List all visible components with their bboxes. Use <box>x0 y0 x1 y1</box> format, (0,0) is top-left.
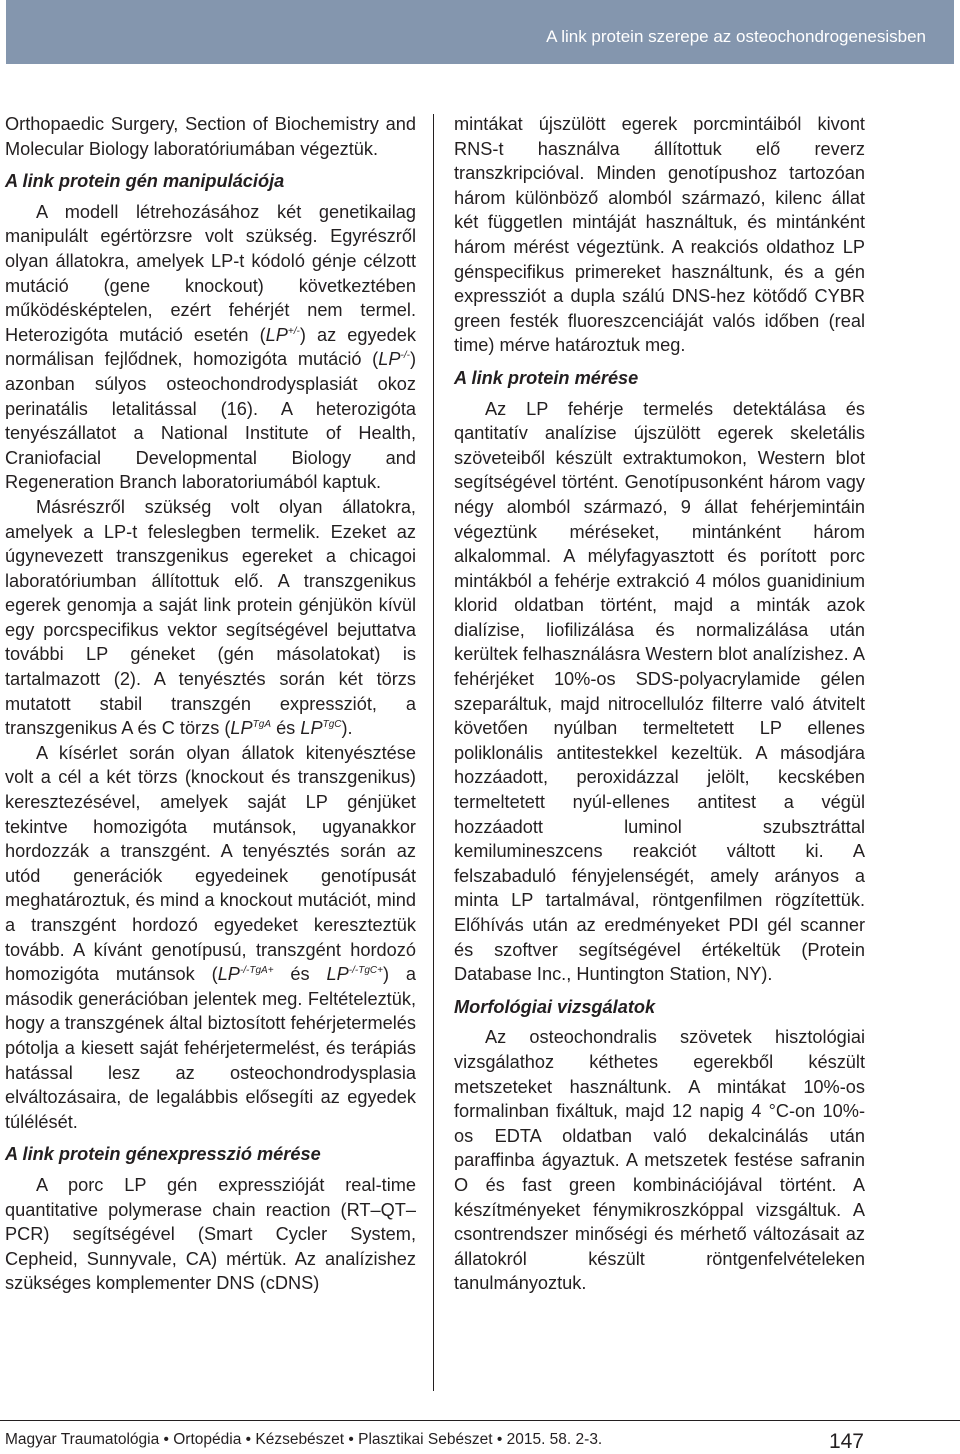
heading-morphology: Morfológiai vizsgálatok <box>454 996 656 1017</box>
genotype-lp-heterozygous: LP+/- <box>265 324 300 345</box>
paragraph-histology: Az osteochondralis szövetek hisztológiai vizsgálathoz kéthetes egerekből készült metszeteket használtunk. A mintákat 10%-os formalinban fixáltuk, majd 12 napig 4 °C-on 10%-os EDTA oldatban való dekalcinálás után paraffinba ágyaztuk. A metszetek festése safranin O és fast green kombinációjával történt. A készítményeket fénymikroszkóppal vizsgáltuk. A csontrendszer minőségi és mérhető változásait az állatokról készült röntgenfelvételeken tanulmányoztuk. <box>454 1027 865 1294</box>
paragraph-crossbreeding <box>5 741 416 1135</box>
text-fragment: ). <box>341 718 353 739</box>
running-header-band <box>6 0 954 64</box>
text-fragment: és <box>273 964 327 985</box>
genotype-lp-tga-plus: $LP^{-/-TgA+}$ <box>217 964 274 985</box>
paragraph-transgenic-model <box>5 495 416 741</box>
footer-rule <box>0 1420 960 1421</box>
left-column <box>5 112 416 1296</box>
heading-gene-manipulation: A link protein gén manipulációja <box>5 171 285 192</box>
genotype-lp-tga: $LP^{TgA}$ <box>230 718 272 739</box>
text-fragment: A modell létrehozásához két genetikailag manipulált egértörzsre volt szükség. Egyrészről olyan állatokra, amelyek LP-t kódoló génje célzott mutáció (gene knockout) következtében működésképtelen, ezért fehérjét nem termel. Heterozigóta mutáció esetén ( <box>5 201 416 345</box>
genotype-lp-tgc: $LP^{TgC}$ <box>300 718 342 739</box>
paragraph-gene-expression: A porc LP gén expresszióját real-time quantitative polymerase chain reaction (RT–QT–PCR) segítségével (Smart Cycler System, Cepheid, Sunnyvale, CA) mértük. Az analízishez szükséges komplementer DNS (cDNS) <box>5 1174 416 1294</box>
paragraph-intro-continued: Orthopaedic Surgery, Section of Biochemistry and Molecular Biology laboratóriumában végeztük. <box>5 114 416 159</box>
paragraph-knockout-model <box>5 200 416 495</box>
page-number: 147 <box>828 1430 864 1453</box>
text-fragment: ) a második generációban jelentek meg. Feltételeztük, hogy a transzgének által biztosított fehérjetermelés pótolja a kiesett saját fehérjetermelést, és terápiás hatással lesz az osteochondrodysplasia elváltozásaira, de legalábbis elősegíti az egyedek túlélését. <box>5 964 416 1132</box>
text-fragment: és <box>271 718 301 739</box>
right-column <box>454 112 865 1296</box>
text-fragment: Másrészről szükség volt olyan állatokra, amelyek a LP-t feleslegben termelik. Ezeket az úgynevezett transzgenikus egereket a chicagoi laboratóriumban állítottuk elő. A transzgenikus egerek genomja a saját link protein génjükön kívül egy porcspecifikus vektor segítségével bejuttatva további LP géneket (gén másolatokat) is tartalmazott (2). A tenyésztés során két törzs mutatott stabil transzgén expressziót, a transzgenikus A és C törzs ( <box>5 496 416 739</box>
paragraph-western-blot: Az LP fehérje termelés detektálása és qantitatív analízise újszülött egerek skeletális szöveteiből készült extraktumokon, Western blot segítségével történt. Genotípusonként három vagy négy alomból származó, 9 állat fehérjemintáin végeztünk méréseket, mintánként három alkalommal. A mélyfagyasztott és porított porc mintákból a fehérje extrakció 4 mólos guanidinium klorid oldatban történt, majd a minták azok dialízise, liofilizálása és normalizálása után kerültek felhasználásra Western blot analízishez. A fehérjéket 10%-os SDS-polyacrylamide gélen szeparáltuk, majd nitrocellulóz filterre való átvitelt követően nyúlban termeltetett LP ellenes poliklonális antitestekkel kezeltük. A másodjára hozzáadott, peroxidázzal jelölt, kecskében termeltetett nyúl-ellenes antitest a végül hozzáadott luminol szubsztráttal kemilumineszcens reakciót váltott ki. A felszabaduló fényjelenségét, amely arányos a minta LP tartalmával, röntgenfilmen rögzítettük. Előhívás után az eredményeket PDI gél scanner és szoftver segítségével értékeltük (Protein Database Inc., Huntington Station, NY). <box>454 398 865 985</box>
paragraph-rt-pcr-continued: mintákat újszülött egerek porcmintáiból kivont RNS-t használva állítottuk elő reverz transzkripcióval. Minden genotípushoz tartozóan három különböző alomból származó, kilenc állat két független mintáját használtuk, és mintánként három mérést végeztünk. A reakciós oldathoz LP génspecifikus primereket használtunk, és a gén expressziót a dupla szálú DNS-hez kötődő CYBR green festék fluoreszcenciáját valós időben (real time) mérve határoztuk meg. <box>454 114 865 356</box>
text-fragment: ) az egyedek normálisan fejlődnek, homozigóta mutáció ( <box>5 324 416 370</box>
text-fragment: ) azonban súlyos osteochondrodysplasiát okoz perinatális letalitással (16). A heterozigóta tenyészállatot a National Institute of Health, Craniofacial Developmental Biology and Regeneration Branch laboratoriumából kaptuk. <box>5 349 416 493</box>
running-header-title: A link protein szerepe az osteochondrogenesisben <box>546 27 926 46</box>
heading-gene-expression: A link protein génexpresszió mérése <box>5 1144 321 1165</box>
genotype-lp-tgc-plus: $LP^{-/-TgC+}$ <box>326 964 383 985</box>
column-divider <box>433 114 434 1391</box>
heading-protein-measurement: A link protein mérése <box>454 367 639 388</box>
genotype-lp-homozygous: LP-/- <box>378 349 410 370</box>
journal-citation: Magyar Traumatológia • Ortopédia • Kézsebészet • Plasztikai Sebészet • 2015. 58. 2-3. <box>5 1431 603 1448</box>
text-fragment: A kísérlet során olyan állatok kitenyésztése volt a cél a két törzs (knockout és transzgenikus) keresztezésével, amelyek saját LP génjüket tekintve homozigóta mutánsok, ugyanakkor hordozzák a transzgént. A tenyésztés során az utód generációk egyedeinek genotípusát meghatároztuk, és mind a knockout mutációt, mind a transzgént hordozó egyedeket kereszteztük tovább. A kívánt genotípusú, transzgént hordozó homozigóta mutánsok ( <box>5 742 416 985</box>
